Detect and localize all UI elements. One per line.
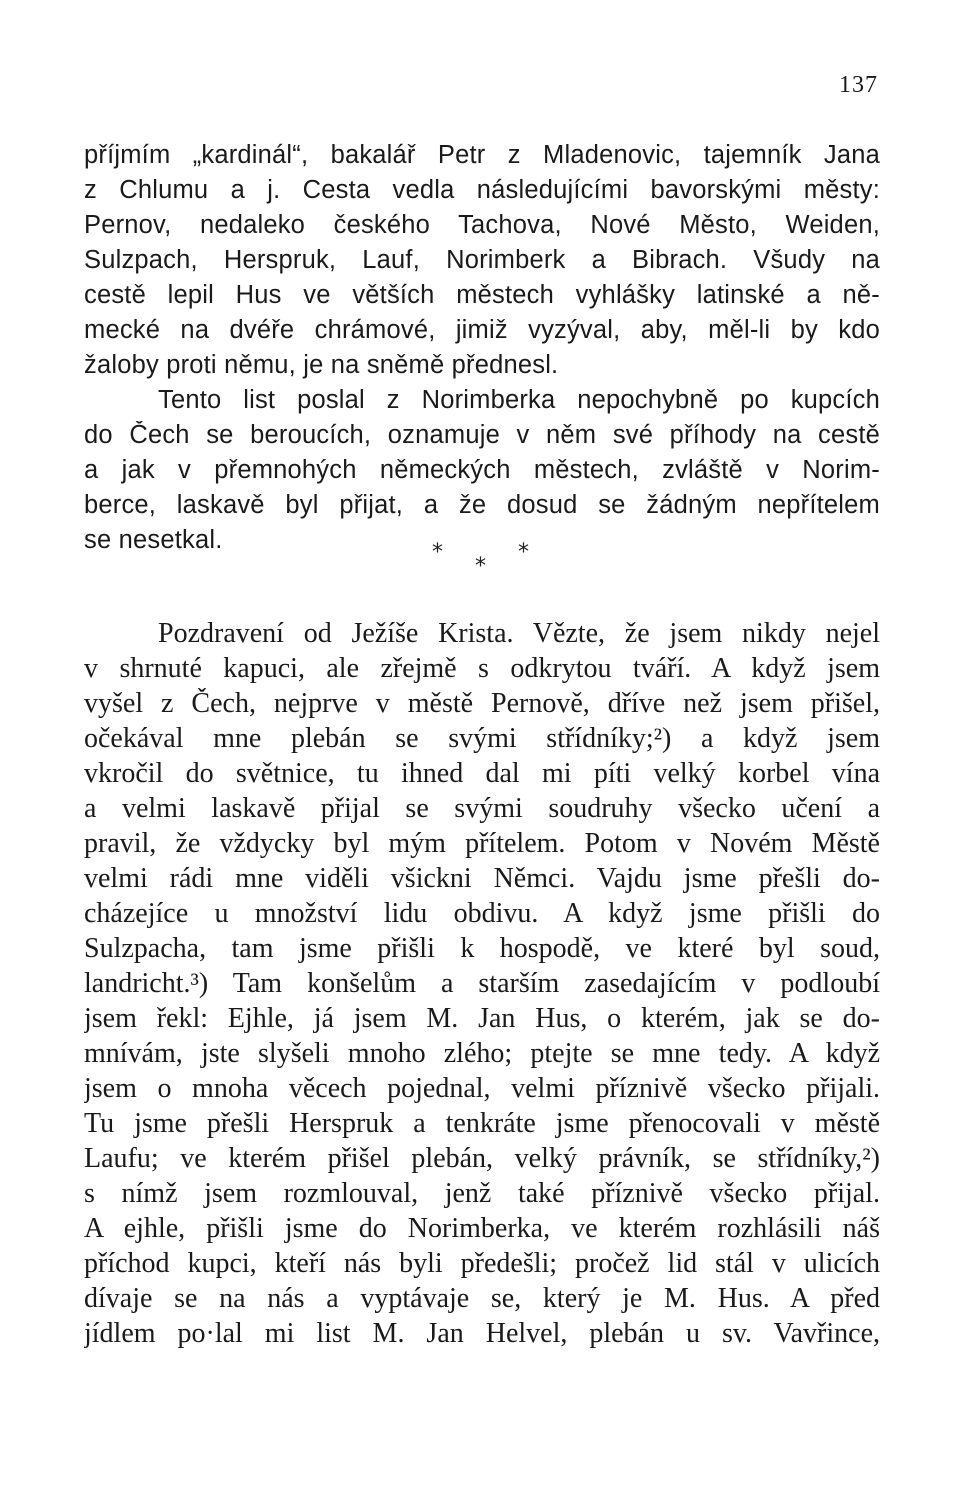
text-line: Sulzpacha, tam jsme přišli k hospodě, ve které byl soud, xyxy=(84,933,880,964)
text-line: jídlem po·lal mi list M. Jan Helvel, plebán u sv. Vavřince, xyxy=(84,1318,880,1349)
asterisk: * xyxy=(475,554,486,579)
text-line: landricht.³) Tam konšelům a starším zasedajícím v podloubí xyxy=(84,968,880,999)
text-line: cestě lepil Hus ve větších městech vyhlášky latinské a ně- xyxy=(84,281,880,309)
text-line: berce, laskavě byl přijat, a že dosud se žádným nepřítelem xyxy=(84,491,880,519)
asterisk: * xyxy=(432,540,443,565)
text-line: pravil, že vždycky byl mým přítelem. Potom v Novém Městě xyxy=(84,828,880,859)
text-line: dívaje se na nás a vyptávaje se, který je M. Hus. A před xyxy=(84,1283,880,1314)
text-line: Pernov, nedaleko českého Tachova, Nové Město, Weiden, xyxy=(84,211,880,239)
text-line: cházejíce u množství lidu obdivu. A když jsme přišli do xyxy=(84,898,880,929)
text-line: a jak v přemnohých německých městech, zvláště v Norim- xyxy=(84,456,880,484)
text-line: žaloby proti němu, je na sněmě přednesl. xyxy=(84,351,559,379)
text-line: do Čech se beroucích, oznamuje v něm své příhody na cestě xyxy=(84,421,880,449)
text-line: příchod kupci, kteří nás byli předešli; pročež lid stál v ulicích xyxy=(84,1248,880,1279)
text-line: Sulzpach, Herspruk, Lauf, Norimberk a Bibrach. Všudy na xyxy=(84,246,880,274)
text-line: v shrnuté kapuci, ale zřejmě s odkrytou tváří. A když jsem xyxy=(84,653,880,684)
text-line: s nímž jsem rozmlouval, jenž také příznivě všecko přijal. xyxy=(84,1178,880,1209)
text-line: jsem řekl: Ejhle, já jsem M. Jan Hus, o kterém, jak se do- xyxy=(84,1003,880,1034)
text-line: mnívám, jste slyšeli mnoho zlého; ptejte se mne tedy. A když xyxy=(84,1038,880,1069)
text-line: Tento list poslal z Norimberka nepochybně po kupcích xyxy=(158,386,880,414)
text-line: z Chlumu a j. Cesta vedla následujícími bavorskými městy: xyxy=(84,176,880,204)
page-number: 137 xyxy=(839,72,878,98)
text-line: Laufu; ve kterém přišel plebán, velký právník, se střídníky,²) xyxy=(84,1143,880,1174)
text-line: očekával mne plebán se svými střídníky;²) a když jsem xyxy=(84,723,880,754)
text-line: se nesetkal. xyxy=(84,526,223,554)
text-line: vkročil do světnice, tu ihned dal mi píti velký korbel vína xyxy=(84,758,880,789)
text-line: A ejhle, přišli jsme do Norimberka, ve kterém rozhlásili náš xyxy=(84,1213,880,1244)
asterisk: * xyxy=(518,540,529,565)
text-line: Tu jsme přešli Herspruk a tenkráte jsme přenocovali v městě xyxy=(84,1108,880,1139)
text-line: příjmím „kardinál“, bakalář Petr z Mladenovic, tajemník Jana xyxy=(84,141,880,169)
text-line: jsem o mnoha věcech pojednal, velmi příznivě všecko přijali. xyxy=(84,1073,880,1104)
section-separator xyxy=(0,536,960,579)
text-line: a velmi laskavě přijal se svými soudruhy všecko učení a xyxy=(84,793,880,824)
text-line: Pozdravení od Ježíše Krista. Vězte, že jsem nikdy nejel xyxy=(158,618,880,649)
text-line: vyšel z Čech, nejprve v městě Pernově, dříve než jsem přišel, xyxy=(84,688,880,719)
text-line: velmi rádi mne viděli všickni Němci. Vajdu jsme přešli do- xyxy=(84,863,880,894)
text-line: mecké na dvéře chrámové, jimiž vyzýval, aby, měl-li by kdo xyxy=(84,316,880,344)
